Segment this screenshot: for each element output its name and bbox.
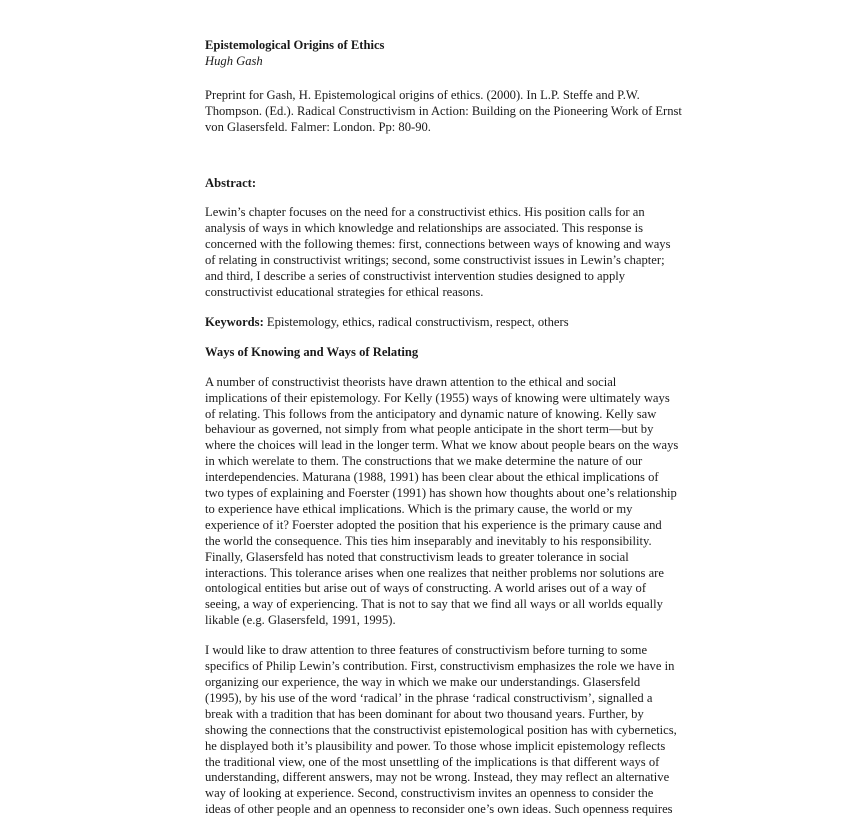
keywords	[205, 315, 665, 331]
body-line: two types of explaining and Foerster (1991) has shown how thoughts about one’s relationship	[205, 486, 677, 501]
body-line: specifics of Philip Lewin’s contribution. First, constructivism emphasizes the role we have in	[205, 659, 675, 674]
abstract-line: of relating in constructivist writings; second, some constructivist issues in Lewin’s chapter;	[205, 253, 665, 268]
body-line: he displayed both it’s plausibility and power. To those whose implicit epistemology reflects	[205, 738, 666, 753]
body-line: way of looking at experience. Second, constructivism invites an openness to consider the	[205, 786, 654, 801]
document-body	[205, 38, 682, 818]
body-line: Finally, Glasersfeld has noted that constructivism leads to greater tolerance in social	[205, 549, 629, 564]
body-line: the traditional view, one of the most unsettling of the implications is that different ways of	[205, 754, 660, 769]
body-line: of relating. This follows from the anticipatory and dynamic nature of knowing. Kelly saw	[205, 406, 657, 421]
body-line: organizing our experience, the way in which we make our understandings. Glasersfeld	[205, 675, 641, 689]
preprint-line: Thompson. (Ed.). Radical Constructivism in Action: Building on the Pioneering Work of Ernst	[205, 103, 682, 118]
abstract-heading: Abstract:	[205, 175, 257, 190]
body-line: showing the connections that the constructivist epistemological position has with cybernetics,	[205, 722, 677, 737]
body-line: understanding, different answers, may not be wrong. Instead, they may reflect an alternative	[205, 770, 670, 785]
body-line: experience of it? Foerster adopted the position that his experience is the primary cause and	[205, 517, 662, 532]
body-line: ontological entities but arise out of ways of constructing. A world arises out of a way of	[205, 581, 647, 596]
preprint-citation	[205, 87, 682, 136]
body-line: seeing, a way of experiencing. That is not to say that we find all ways or all worlds equally	[205, 597, 663, 612]
body-line: likable (e.g. Glasersfeld, 1991, 1995).	[205, 613, 396, 628]
paper-title: Epistemological Origins of Ethics	[205, 38, 385, 52]
abstract-line: and third, I describe a series of constructivist intervention studies designed to apply	[205, 269, 626, 284]
body-line: interdependencies. Maturana (1988, 1991) has been clear about the ethical implications of	[205, 470, 659, 485]
body-line: I would like to draw attention to three features of constructivism before turning to some	[205, 643, 648, 658]
keywords-label: Keywords:	[205, 314, 264, 329]
keywords-text: Epistemology, ethics, radical constructivism, respect, others	[263, 314, 569, 329]
body-line: where the choices will lead in the longer term. What we know about people bears on the ways	[205, 438, 679, 453]
body-line: break with a tradition that has been dominant for about two thousand years. Further, by	[205, 706, 644, 721]
abstract-line: concerned with the following themes: first, connections between ways of knowing and ways	[205, 237, 671, 252]
body-line: implications of their epistemology. For Kelly (1955) ways of knowing were ultimately ways	[205, 390, 670, 405]
paper-author: Hugh Gash	[205, 53, 263, 68]
abstract-line: Lewin’s chapter focuses on the need for a constructivist ethics. His position calls for an	[205, 205, 645, 220]
section-heading: Ways of Knowing and Ways of Relating	[205, 344, 419, 359]
body-line: (1995), by his use of the word ‘radical’ in the phrase ‘radical constructivism’, signalled a	[205, 690, 653, 705]
body-line: ideas of other people and an openness to reconsider one’s own ideas. Such openness requires	[205, 802, 673, 817]
preprint-line: von Glasersfeld. Falmer: London. Pp: 80-90.	[205, 119, 431, 134]
body-line: the world the consequence. This ties him inseparably and inevitably to his responsibility.	[205, 533, 652, 548]
body-paragraph-2	[205, 643, 677, 818]
abstract-line: analysis of ways in which knowledge and relationships are associated. This response is	[205, 221, 644, 236]
abstract-line: constructivist educational strategies for ethical reasons.	[205, 284, 484, 299]
body-line: behaviour as governed, not simply from what people anticipate in the short term—but by	[205, 422, 654, 437]
body-line: to experience have ethical implications. Which is the primary cause, the world or my	[205, 501, 633, 516]
body-line: interactions. This tolerance arises when one realizes that neither problems nor solutions are	[205, 565, 664, 580]
body-line: in which werelate to them. The constructions that we make determine the nature of our	[205, 454, 643, 469]
body-paragraph-1	[205, 374, 679, 630]
preprint-line: Preprint for Gash, H. Epistemological origins of ethics. (2000). In L.P. Steffe and P.W.	[205, 87, 640, 102]
body-line: A number of constructivist theorists have drawn attention to the ethical and social	[205, 374, 617, 389]
abstract-text	[205, 205, 671, 300]
